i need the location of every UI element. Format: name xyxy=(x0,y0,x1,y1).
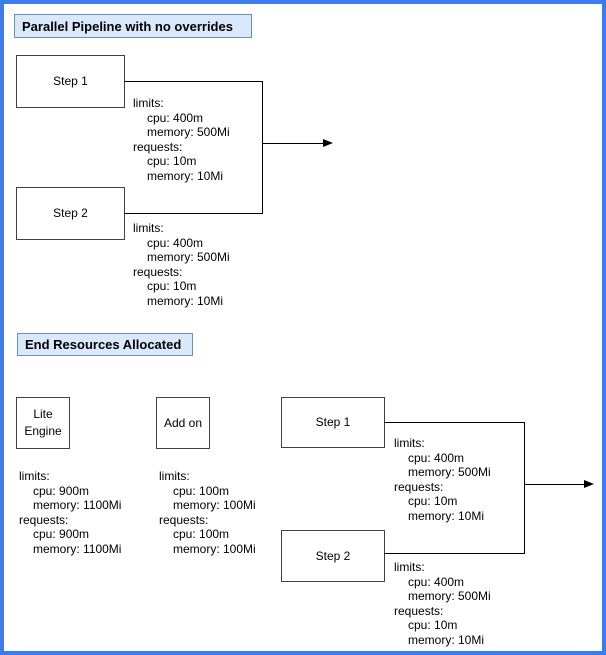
resource-line: cpu: 100m xyxy=(173,527,230,542)
resource-line: memory: 1100Mi xyxy=(33,541,122,556)
resource-line: limits: xyxy=(19,469,50,483)
resource-line: cpu: 900m xyxy=(33,483,90,498)
node-lite-engine xyxy=(16,397,70,449)
resource-line: memory: 500Mi xyxy=(408,465,491,480)
resource-line: memory: 100Mi xyxy=(173,498,256,513)
resource-line: requests: xyxy=(394,603,444,618)
node-lite-engine-label-line2: Engine xyxy=(24,424,62,438)
resource-line: memory: 500Mi xyxy=(147,125,230,140)
resources-step1-top xyxy=(133,96,230,184)
resource-line: memory: 500Mi xyxy=(408,589,491,604)
resource-line: cpu: 400m xyxy=(147,235,204,250)
node-step2-top xyxy=(16,187,125,240)
arrowhead-top xyxy=(323,139,333,147)
node-step2-top-label: Step 2 xyxy=(53,206,88,220)
connector-step1-top xyxy=(124,81,263,82)
node-step1-top xyxy=(16,55,125,108)
resource-line: limits: xyxy=(159,469,190,483)
resource-line: memory: 500Mi xyxy=(147,250,230,265)
resource-line: limits: xyxy=(394,436,425,450)
resources-step2-top xyxy=(133,221,230,309)
node-step1-bottom-label: Step 1 xyxy=(315,415,351,429)
resource-line: requests: xyxy=(394,479,444,494)
resource-line: requests: xyxy=(19,512,69,527)
resource-line: requests: xyxy=(133,264,183,279)
connector-output-bottom xyxy=(524,484,584,485)
resource-line: requests: xyxy=(133,139,183,154)
resource-line: cpu: 400m xyxy=(408,574,465,589)
node-step2-bottom-label: Step 2 xyxy=(315,548,351,563)
resource-line: memory: 10Mi xyxy=(408,508,485,523)
resource-line: cpu: 10m xyxy=(147,154,197,169)
node-step2-bottom xyxy=(281,530,385,582)
resource-line: limits: xyxy=(133,221,164,235)
node-add-on-label: Add on xyxy=(163,415,203,430)
resources-step2-bottom xyxy=(394,560,491,648)
section-title-parallel-pipeline: Parallel Pipeline with no overrides xyxy=(14,14,252,38)
node-step1-bottom xyxy=(281,397,385,448)
resource-line: cpu: 100m xyxy=(173,483,230,498)
resources-add-on xyxy=(159,469,256,557)
node-lite-engine-label-line1: Lite xyxy=(33,407,53,421)
connector-join-top xyxy=(262,81,263,214)
resource-line: cpu: 10m xyxy=(147,279,197,294)
resource-line: memory: 10Mi xyxy=(147,293,224,308)
resource-line: cpu: 900m xyxy=(33,527,90,542)
resource-line: limits: xyxy=(133,96,164,110)
connector-step2-bottom xyxy=(384,553,525,554)
node-add-on xyxy=(156,397,210,449)
resource-line: cpu: 400m xyxy=(147,110,204,125)
resource-line: memory: 10Mi xyxy=(408,632,485,647)
node-step1-top-label: Step 1 xyxy=(53,74,88,88)
resource-line: cpu: 400m xyxy=(408,450,465,465)
section-title-end-resources: End Resources Allocated xyxy=(17,333,193,356)
connector-step1-bottom xyxy=(384,422,525,423)
resource-line: limits: xyxy=(394,560,425,574)
resources-lite-engine xyxy=(19,469,121,557)
resource-line: memory: 100Mi xyxy=(173,541,256,556)
connector-join-bottom xyxy=(524,422,525,554)
resource-line: requests: xyxy=(159,512,209,527)
arrowhead-bottom xyxy=(584,480,594,488)
connector-step2-top xyxy=(124,213,263,214)
connector-output-top xyxy=(262,143,323,144)
resource-line: cpu: 10m xyxy=(408,494,458,509)
resources-step1-bottom xyxy=(394,436,491,524)
resource-line: cpu: 10m xyxy=(408,618,458,633)
resource-line: memory: 1100Mi xyxy=(33,498,122,513)
resource-line: memory: 10Mi xyxy=(147,168,224,183)
